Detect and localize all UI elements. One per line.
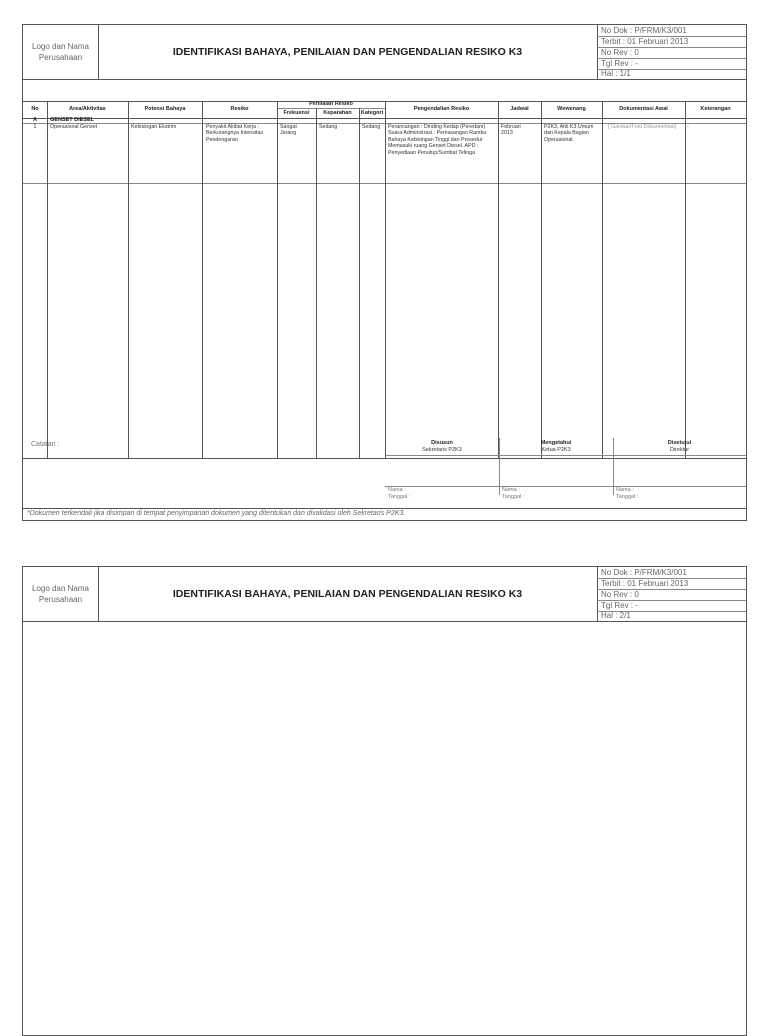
form-page-1 — [22, 24, 747, 521]
signature-block — [385, 438, 746, 500]
meta-tgl-rev: Tgl Rev : - — [601, 601, 638, 610]
sig-mengetahui-tanggal: Tanggal : — [502, 494, 525, 500]
row-kategori: Sedang — [362, 124, 381, 130]
sig-disetujui-nama: Nama : — [616, 487, 634, 493]
col-header-keparahan: Keparahan — [323, 110, 352, 116]
row-frekuensi: Sangat Jarang — [280, 124, 297, 137]
meta-no-rev: No Rev : 0 — [601, 48, 639, 57]
footer-divider — [23, 508, 746, 509]
col-header-resiko: Resiko — [230, 106, 249, 112]
row-no: 1 — [33, 124, 37, 130]
header-bottom-line — [23, 79, 746, 80]
col-header-pengendalian: Pengendalian Resiko — [413, 106, 470, 112]
sig-disusun-title: Disusun — [431, 440, 453, 446]
section-label: GENSET DIESEL — [50, 117, 95, 123]
col-header-keterangan: Keterangan — [700, 106, 731, 112]
header-bottom-line — [23, 621, 746, 622]
row-pengendalian: Perancangan : Dinding Kedap (Peredam) Suara Administrasi : Pemasangan Rambu Bahaya Kebisingan Tinggi dan Prosedur Memasuki ruang Genset Diesel. APD : Penyediaan Penutup/Sumbat Telinga — [388, 124, 487, 156]
document-title: IDENTIFIKASI BAHAYA, PENILAIAN DAN PENGENDALIAN RESIKO K3 — [172, 588, 523, 600]
risk-table — [23, 101, 746, 459]
meta-hal: Hal : 1/1 — [601, 69, 631, 78]
footer-note: *Dokumen terkendali jika disimpan di tempat penyimpanan dokumen yang ditentukan dan divalidasi oleh Sekretaris P2K3. — [27, 510, 406, 517]
sig-disetujui-role: Direktur — [669, 447, 690, 453]
sig-disetujui-tanggal: Tanggal : — [616, 494, 639, 500]
sig-disusun-tanggal: Tanggal : — [388, 494, 411, 500]
row-area: Operasional Genset — [50, 124, 98, 130]
sig-disusun-nama: Nama : — [388, 487, 406, 493]
meta-terbit: Terbit : 01 Februari 2013 — [601, 579, 689, 588]
sig-mengetahui-nama: Nama : — [502, 487, 520, 493]
sig-mengetahui-title: Mengetahui — [540, 440, 572, 446]
catatan-label: Catatan : — [31, 441, 60, 448]
meta-terbit: Terbit : 01 Februari 2013 — [601, 37, 689, 46]
sig-disetujui-title: Disetujui — [667, 440, 692, 446]
sig-disusun-role: Sekretaris P2K3 — [422, 447, 462, 453]
company-logo-placeholder: Logo dan Nama Perusahaan — [32, 42, 89, 62]
meta-tgl-rev: Tgl Rev : - — [601, 59, 638, 68]
meta-hal: Hal : 2/1 — [601, 611, 631, 620]
row-dokumentasi-image-placeholder: [ Gambar/Foto Dokumentasi] — [608, 124, 677, 130]
meta-no-rev: No Rev : 0 — [601, 590, 639, 599]
document-meta — [597, 25, 746, 79]
col-header-no: No — [31, 106, 39, 112]
meta-no-dok: No Dok : P/FRM/K3/001 — [601, 568, 687, 577]
row-wewenang: P2K3, Ahli K3 Umum dan Kepala Bagian Operasional — [544, 124, 594, 143]
row-jadwal: Februari 2013 — [501, 124, 521, 137]
col-header-frekuensi: Frekuensi — [283, 110, 310, 116]
col-header-jadwal: Jadwal — [510, 106, 529, 112]
row-keparahan: Sedang — [319, 124, 338, 130]
col-header-penilaian: Penilaian Resiko — [309, 101, 353, 107]
col-header-area: Area/Aktivitas — [69, 106, 106, 112]
row-resiko: Penyakit Akibat Kerja : Berkurangnya Intensitas Pendengaran — [206, 124, 264, 143]
row-keterangan: - — [687, 124, 689, 130]
document-title: IDENTIFIKASI BAHAYA, PENILAIAN DAN PENGENDALIAN RESIKO K3 — [172, 46, 523, 58]
meta-no-dok: No Dok : P/FRM/K3/001 — [601, 26, 687, 35]
col-header-wewenang: Wewenang — [557, 106, 586, 112]
col-header-dokumentasi: Dokumentasi Awal — [619, 106, 668, 112]
form-page-2 — [22, 566, 747, 1036]
document-meta — [597, 567, 746, 621]
col-header-kategori: Kategori — [360, 110, 384, 116]
company-logo-placeholder: Logo dan Nama Perusahaan — [32, 584, 89, 604]
section-code: A — [33, 117, 37, 123]
row-potensi: Kebisingan Ekstrim — [131, 124, 177, 130]
sig-mengetahui-role: Ketua P2K3 — [541, 447, 571, 453]
col-header-potensi: Potensi Bahaya — [144, 106, 186, 112]
